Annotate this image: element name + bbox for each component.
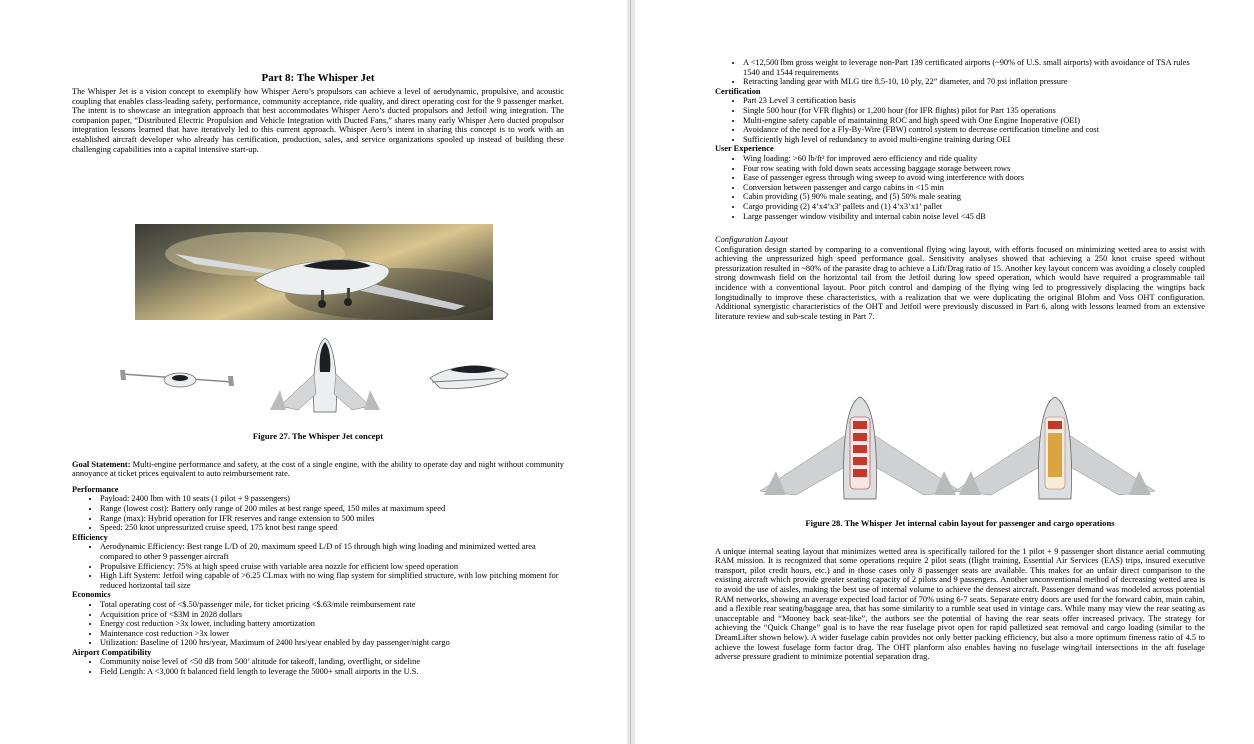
performance-list (72, 494, 564, 532)
list-item: • Four row seating with fold down seats accessing baggage storage between rows (743, 164, 1205, 174)
list-item: • Propulsive Efficiency: 75% at high speed cruise with variable area nozzle for efficient low speed operation (100, 562, 564, 572)
list-item: • Acquisition price of <$3M in 2028 dollars (100, 610, 564, 620)
whisper-jet-render-illustration (135, 224, 493, 320)
airport-compatibility-list (72, 657, 564, 676)
list-item: • Multi-engine safety capable of maintaining ROC and high speed with One Engine Inoperative (OEI) (743, 116, 1205, 126)
whisper-jet-render (135, 224, 493, 320)
list-item: • A <12,500 lbm gross weight to leverage non-Part 139 certificated airports (~90% of U.S. small airports) with avoidance of TSA rules 1540 and 1544 requirements (743, 58, 1205, 77)
user-experience-list (715, 154, 1205, 221)
list-item: • Large passenger window visibility and internal cabin noise level <45 dB (743, 212, 1205, 222)
right-column-top (715, 58, 1205, 321)
economics-heading: Economics (72, 590, 111, 600)
whisper-jet-three-views (120, 334, 510, 418)
right-column-bottom (715, 519, 1205, 662)
figure-27-caption: Figure 27. The Whisper Jet concept (252, 431, 384, 441)
configuration-layout-paragraph: Configuration design started by comparing to a conventional flying wing layout, with efforts focused on minimizing wetted area to assist with achieving the unpressurized high speed performance goal. Sensitivity analyses showed that achieving a 250 knot cruise speed without pressurization resulted in ~80% of the parasite drag to achieve a Lift/Drag ratio of 15. Another key layout concern was avoiding a closely coupled strong downwash field on the horizontal tail from the Jetfoil during low speed operation, which would have required a programmable tail incidence with a conventional layout. Poor pitch control and damping of the flying wing led to progressively displacing the wingtips back longitudinally to improve these characteristics, with a realization that we were duplicating the original Blohm and Voss OHT configuration. Additional synergistic characteristics of the OHT and Jetfoil were previously discussed in Part 6, along with lessons learned from an extensive literature review and sub-scale testing in Part 7. (715, 244, 1205, 321)
list-item: • Avoidance of the need for a Fly-By-Wire (FBW) control system to decrease certification timeline and cost (743, 125, 1205, 135)
goal-label: Goal Statement: (72, 459, 131, 469)
right-page (635, 0, 1254, 744)
list-item: • Range (lowest cost): Battery only range of 200 miles at best range speed, 150 miles at maximum speed (100, 504, 564, 514)
figure-28-caption: Figure 28. The Whisper Jet internal cabin layout for passenger and cargo operations (805, 518, 1115, 528)
seating-layout-paragraph: A unique internal seating layout that minimizes wetted area is specifically tailored for the 1 pilot + 9 passenger short distance aerial commuting RAM mission. It is recognized that some operations require 2 pilot seats (flight training, Essential Air Services (EAS) trips, insured executive transport, pilot credit hours, etc.) and in those cases only 8 passenger seats are available. This makes for an unfair direct comparison to the existing aircraft which provide greater seating capacity of 2 pilots and 9 passengers. Another unconventional method of decreasing wetted area is to avoid the use of aisles, making the best use of internal volume to achieve the densest aircraft. Passenger demand was modeled across potential RAM networks, showing an average expected load factor of 70% using 6-7 seats. Separate entry doors are used for the forward cabin, main cabin, and a flexible rear seating/baggage area, that has some similarity to a rumble seat used in vintage cars. While many may view the rear seating as unacceptable and “Mooney back seat-like”, the authors see the potential of having the rear seats offer increased privacy. The strategy for achieving the “Quick Change” goal is to have the rear fuselage pivot open for rapid palletized seat removal and cargo loading (similar to the DreamLifter shown below). A wider fuselage cabin provides not only better packing efficiency, but also a more optimum fineness ratio of 4.5 to achieve the lowest fuselage form factor drag. The OHT planform also enables having no fuselage wing/tail intersections in the aft fuselage adverse pressure gradient to minimize potential separation drag. (715, 546, 1206, 662)
airport-compatibility-heading: Airport Compatibility (72, 647, 152, 657)
list-item: • Single 500 hour (for VFR flights) or 1,200 hour (for IFR flights) pilot for Part 135 operations (743, 106, 1205, 116)
list-item: • High Lift System: Jetfoil wing capable of >6.25 CLmax with no wing flap system for simplified structure, with low pitching moment for reduced horizontal tail size (100, 571, 564, 590)
list-item: • Ease of passenger egress through wing sweep to avoid wing interference with doors (743, 173, 1205, 183)
list-item: • Total operating cost of <$.50/passenger mile, for ticket pricing <$.63/mile reimbursement rate (100, 600, 564, 610)
list-item: • Aerodynamic Efficiency: Best range L/D of 20, maximum speed L/D of 15 through high wing loading and minimized wetted area compared to other 9 passenger aircraft (100, 542, 564, 561)
list-item: • Retracting landing gear with MLG tire 8.5-10, 10 ply, 22” diameter, and 70 psi inflation pressure (743, 77, 1205, 87)
intro-paragraph: The Whisper Jet is a vision concept to exemplify how Whisper Aero’s propulsors can achieve a level of aerodynamic, propulsive, and acoustic coupling that enables class-leading safety, performance, community acceptance, ride quality, and direct operating cost for the 9 passenger market. The intent is to showcase an integration approach that best accommodates Whisper Aero’s ducted propulsors and Jetfoil wing integration. The companion paper, “Distributed Electric Propulsion and Vehicle Integration with Ducted Fans,” shares many early Whisper Aero ducted propulsor integration lessons learned that have iteratively led to this current approach. Whisper Aero’s intent in sharing this concept is to work with an established aircraft developer who already has certification, production, sales, and service organizations spooled up instead of building these challenging capabilities into a capital intensive start-up. (72, 87, 564, 154)
list-item: • Utilization: Baseline of 1200 hrs/year, Maximum of 2400 hrs/year enabled by day passenger/night cargo (100, 638, 564, 648)
list-item: • Sufficiently high level of redundancy to avoid multi-engine training during OEI (743, 135, 1205, 145)
left-column-bottom (72, 432, 564, 677)
economics-list (72, 600, 564, 648)
list-item: • Cargo providing (2) 4’x4’x3’ pallets and (1) 4’x3’x1’ pallet (743, 202, 1205, 212)
list-item: • Part 23 Level 3 certification basis (743, 96, 1205, 106)
configuration-layout-heading: Configuration Layout (715, 235, 788, 245)
list-item: • Maintenance cost reduction >3x lower (100, 629, 564, 639)
page-divider (627, 0, 635, 744)
list-item: • Payload: 2400 lbm with 10 seats (1 pilot + 9 passengers) (100, 494, 564, 504)
left-column-top (72, 72, 564, 154)
list-item: • Cabin providing (5) 90% male seating, and (5) 50% male seating (743, 192, 1205, 202)
list-item: • Conversion between passenger and cargo cabins in <15 min (743, 183, 1205, 193)
list-item: • Field Length: A <3,000 ft balanced field length to leverage the 5000+ small airports in the U.S. (100, 667, 564, 677)
section-title: Part 8: The Whisper Jet (261, 72, 375, 84)
list-item: • Energy cost reduction >3x lower, including battery amortization (100, 619, 564, 629)
goal-statement (72, 460, 564, 479)
list-item: • Speed: 250 knot unpressurized cruise speed, 175 knot best range speed (100, 523, 564, 533)
goal-text: Multi-engine performance and safety, at the cost of a single engine, with the ability to operate day and night without community annoyance at ticket prices equivalent to auto reimbursement rate. (72, 459, 564, 479)
airport-compatibility-continued-list (715, 58, 1205, 87)
list-item: • Wing loading: >60 lb/ft² for improved aero efficiency and ride quality (743, 154, 1205, 164)
three-view-illustration (120, 334, 510, 418)
cabin-layout-illustration (760, 395, 1155, 505)
certification-heading: Certification (715, 86, 761, 96)
efficiency-heading: Efficiency (72, 532, 108, 542)
user-experience-heading: User Experience (715, 144, 774, 154)
list-item: • Range (max): Hybrid operation for IFR reserves and range extension to 500 miles (100, 514, 564, 524)
certification-list (715, 96, 1205, 144)
performance-heading: Performance (72, 484, 119, 494)
efficiency-list (72, 542, 564, 590)
cabin-layout-figure (760, 395, 1155, 505)
list-item: • Community noise level of <50 dB from 500’ altitude for takeoff, landing, overflight, or sideline (100, 657, 564, 667)
